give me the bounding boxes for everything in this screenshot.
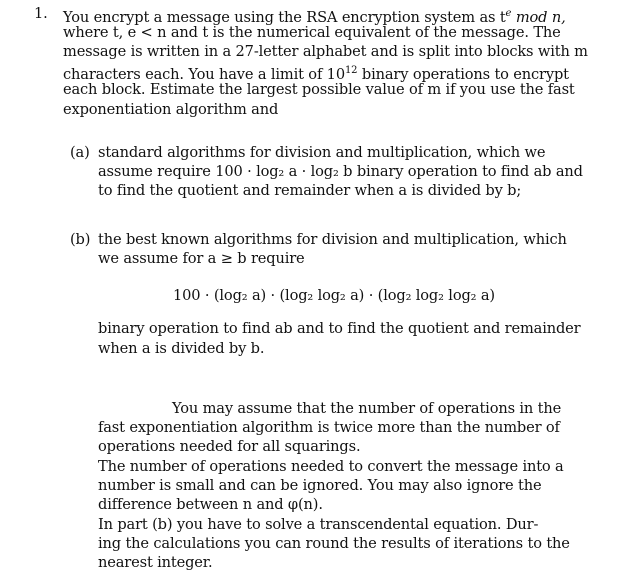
note-line-4: The number of operations needed to convert the message into a [98,458,564,475]
part-a-label: (a) [70,144,90,161]
note-line-1: You may assume that the number of operations in the [172,400,562,417]
note-line-3: operations needed for all squarings. [98,438,361,455]
part-b-line-2: we assume for a ≥ b require [98,250,305,267]
part-b-label: (b) [70,231,91,248]
intro-line-5: each block. Estimate the largest possible value of m if you use the fast [63,81,575,98]
problem-number: 1. [34,5,48,22]
part-a-line-2: assume require 100 · log₂ a · log₂ b binary operation to find ab and [98,163,583,180]
intro-line-1: You encrypt a message using the RSA encryption system as $t^e$ mod n, [63,8,566,26]
note-line-7: In part (b) you have to solve a transcendental equation. Dur- [98,516,539,533]
part-b-formula: 100 · (log₂ a) · (log₂ log₂ a) · (log₂ log₂ log₂ a) [173,287,495,304]
note-line-5: number is small and can be ignored. You may also ignore the [98,477,542,494]
part-a-line-3: to find the quotient and remainder when a is divided by b; [98,182,522,199]
note-line-8: ing the calculations you can round the results of iterations to the [98,535,570,552]
note-line-6: difference between n and φ(n). [98,496,323,513]
part-a-line-1: standard algorithms for division and multiplication, which we [98,144,546,161]
intro-line-6: exponentiation algorithm and [63,101,279,118]
part-b-after-line-2: when a is divided by b. [98,340,265,357]
note-line-2: fast exponentiation algorithm is twice more than the number of [98,419,560,436]
intro-line-3: message is written in a 27-letter alphabet and is split into blocks with m [63,43,588,60]
intro-line-2: where t, e < n and t is the numerical equivalent of the message. The [63,24,561,41]
note-line-9: nearest integer. [98,554,213,571]
intro-line-4: characters each. You have a limit of $10^{12}$ binary operations to encrypt [63,65,569,83]
part-b-after-line-1: binary operation to find ab and to find the quotient and remainder [98,320,581,337]
part-b-line-1: the best known algorithms for division and multiplication, which [98,231,567,248]
